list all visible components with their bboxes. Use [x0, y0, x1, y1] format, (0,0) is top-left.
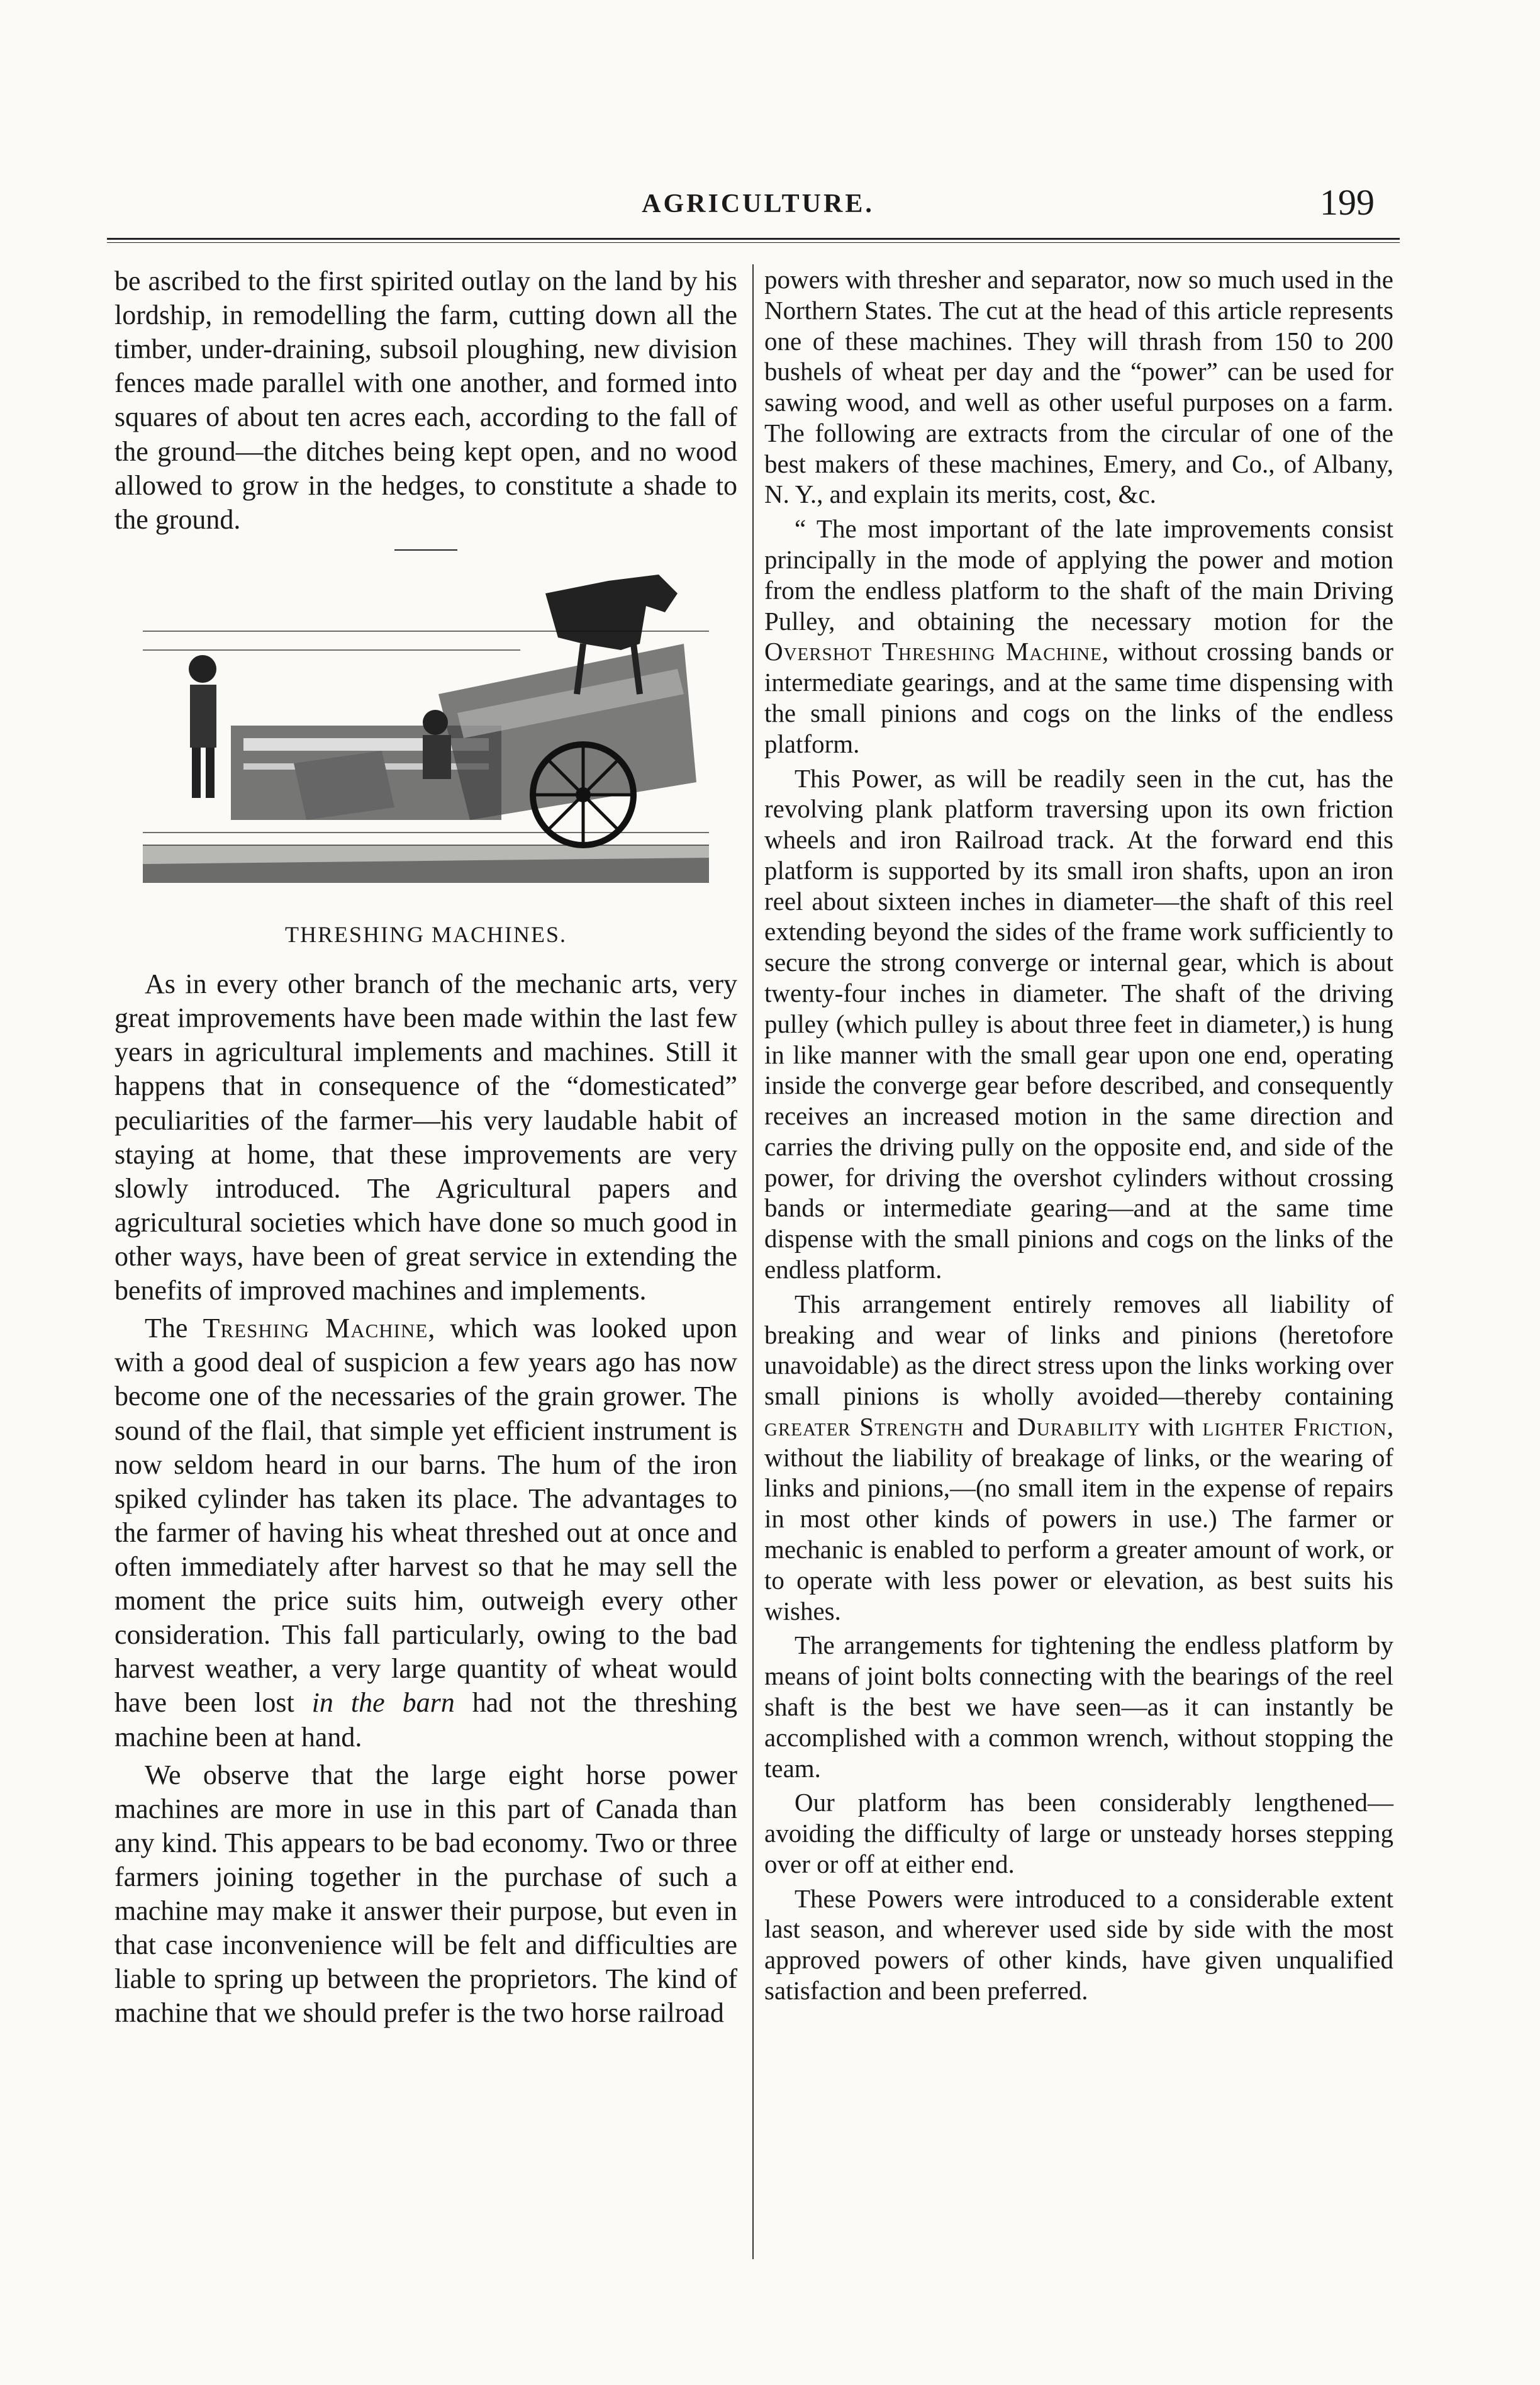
paragraph-tightening: The arrangements for tightening the endless platform by means of joint bolts connecting with the bearings of the reel shaft is the best we have seen—as it can instantly be accomplished with a common wrench, without stopping the team. [764, 1630, 1393, 1783]
header-rule [107, 238, 1400, 243]
paragraph-2-italic: in the barn [311, 1687, 455, 1719]
paragraph-2-lead: The [145, 1313, 203, 1344]
arrangement-end: , without the liability of breakage of links, or the wearing of links and pinions,—(no small item in the expense of repairs in most other kinds of powers in use.) The farmer or mechanic is enabled to perform a greater amount of work, or to operate with less power or elevation, as best suits his wishes. [764, 1411, 1393, 1625]
arrangement-smallcaps-3: lighter Friction [1202, 1411, 1387, 1441]
paragraph-2-mid: , which was looked upon with a good deal of suspicion a few years ago has now become one of the necessaries of the grain grower. The sound of the flail, that simple yet efficient instrument is now seldom heard in our barns. The hum of the iron spiked cylinder has taken its place. The advantages to the farmer of having his wheat threshed out at once and often immediately after harvest so that he may sell the moment the price suits him, outweigh every other consideration. This fall particularly, owing to the bad harvest weather, a very large quantity of wheat would have been lost [114, 1313, 738, 1719]
arrangement-smallcaps-1: greater Strength [764, 1411, 964, 1441]
left-column [114, 264, 737, 2034]
paragraph-continued: powers with thresher and separator, now so much used in the Northern States. The cut at the head of this article represents one of these machines. They will thrash from 150 to 200 bushels of wheat per day and the “power” can be used for sawing wood, and well as other useful purposes on a farm. The following are extracts from the circular of one of the best makers of these machines, Emery, and Co., of Albany, N. Y., and explain its merits, cost, &c. [764, 265, 1393, 509]
arrangement-mid-2: with [1141, 1411, 1203, 1441]
right-column [764, 264, 1393, 2010]
paragraph-intro: be ascribed to the first spirited outlay on the land by his lordship, in remodelling the farm, cutting down all the timber, under-draining, subsoil ploughing, new division fences made parallel with one another, and formed into squares of about ten acres each, according to the fall of the ground—the ditches being kept open, and no wood allowed to grow in the hedges, to constitute a shade to the ground. [114, 266, 737, 535]
paragraph-1: As in every other branch of the mechanic arts, very great improvements have been made within the last few years in agricultural implements and machines. Still it happens that in consequence of the “domesticated” peculiarities of the farmer—his very laudable habit of staying at home, that these improvements are very slowly introduced. The Agricultural papers and agricultural societies which have done so much good in other ways, have been of great service in extending the benefits of improved machines and implements. [114, 968, 737, 1306]
engraving-illustration [143, 568, 709, 895]
paragraph-2 [114, 1311, 737, 1754]
quote-lead: “ The most important of the late improvements consist principally in the mode of applying the power and motion from the endless platform to the shaft of the main Driving Pulley, and obtaining the necessary motion for the [764, 514, 1393, 636]
page-number: 199 [1320, 182, 1375, 223]
running-header [123, 182, 1393, 233]
arrangement-smallcaps-2: Durability [1017, 1411, 1141, 1441]
paragraph-power: This Power, as will be readily seen in the cut, has the revolving plank platform traversing upon its own friction wheels and iron Railroad track. At the forward end this platform is supported by its small iron shafts, upon an iron reel about sixteen inches in diameter—the shaft of this reel extending beyond the sides of the frame work sufficiently to secure the strong converge or internal gear, which is about twenty-four inches in diameter. The shaft of the driving pulley (which pulley is about three feet in diameter,) is hung in like manner with the small gear upon one end, operating inside the converge gear before described, and consequently receives an increased motion in the same direction and carries the driving pully on the opposite end, and side of the power, for driving the overshot cylinders without crossing bands or intermediate gearing—and at the same time dispense with the small pinions and cogs on the links of the endless platform. [764, 763, 1393, 1284]
paragraph-arrangement [764, 1289, 1393, 1627]
quote-paragraph [764, 513, 1393, 759]
section-title: AGRICULTURE. [642, 189, 874, 218]
paragraph-2-smallcaps: Treshing Machine [203, 1313, 428, 1344]
quote-end: , without crossing bands or intermediate gearings, and at the same time dispensing with the small pinions and cogs on the links of the endless platform. [764, 637, 1393, 758]
threshing-machine-engraving [143, 568, 709, 895]
quote-smallcaps: Overshot Threshing Machine [764, 637, 1102, 666]
separator-rule [394, 549, 457, 551]
column-divider [752, 264, 754, 2259]
arrangement-mid-1: and [964, 1411, 1018, 1441]
arrangement-lead: This arrangement entirely removes all liability of breaking and wear of links and pinions (heretofore unavoidable) as the direct stress upon the links working over small pinions is wholly avoided—thereby containing [764, 1289, 1393, 1411]
figure-caption: THRESHING MACHINES. [284, 921, 567, 947]
paragraph-platform: Our platform has been considerably lengthened—avoiding the difficulty of large or unsteady horses stepping over or off at either end. [764, 1788, 1393, 1878]
paragraph-powers: These Powers were introduced to a considerable extent last season, and wherever used side by side with the most approved powers of other kinds, have given unqualified satisfaction and been preferred. [764, 1883, 1393, 2005]
paragraph-2-end: had not the threshing machine been at hand. [114, 1687, 737, 1753]
paragraph-3: We observe that the large eight horse power machines are more in use in this part of Canada than any kind. This appears to be bad economy. Two or three farmers joining together in the purchase of such a machine may make it answer their purpose, but even in that case inconvenience will be felt and difficulties are liable to spring up between the proprietors. The kind of machine that we should prefer is the two horse railroad [114, 1759, 737, 2029]
